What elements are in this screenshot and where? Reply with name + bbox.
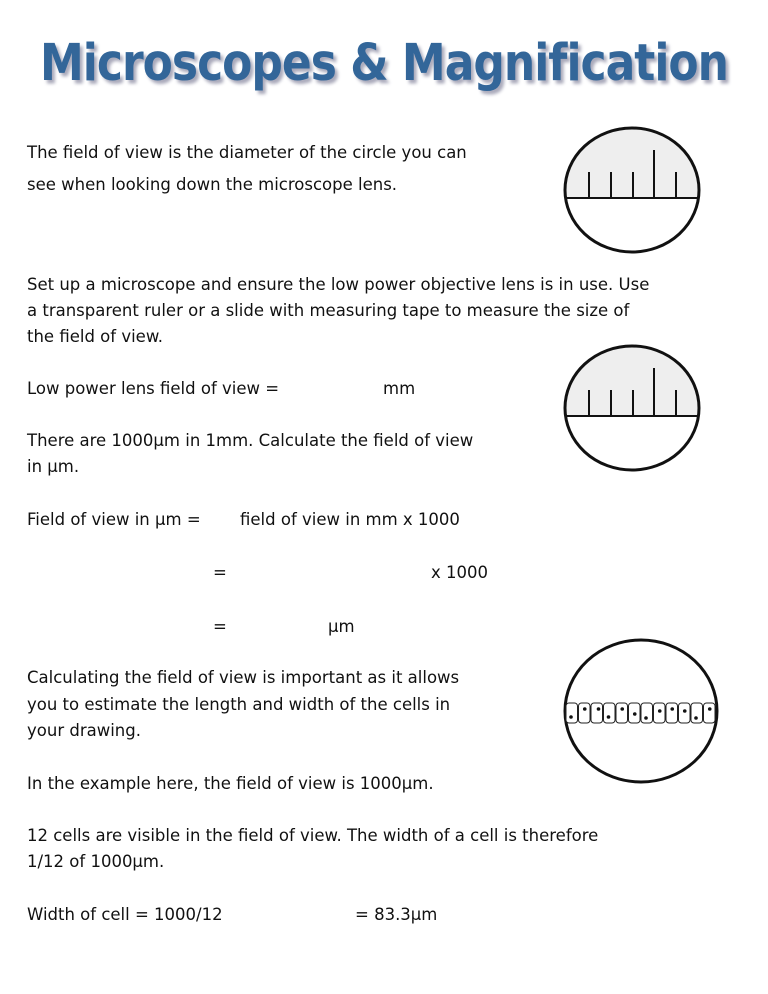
cell-nucleus [658,709,662,713]
setup-line-1: Set up a microscope and ensure the low power objective lens is in use. Use [27,275,650,294]
cell [566,703,578,723]
cell-nucleus [644,716,648,720]
cell [679,703,691,723]
cell [666,703,678,723]
equals-2: = [213,617,227,636]
width-result: = 83.3μm [355,905,438,924]
cell-nucleus [708,707,712,711]
cell [616,703,628,723]
formula-label: Field of view in μm = [27,510,201,529]
cell-nucleus [569,715,573,719]
cell-nucleus [583,707,587,711]
cell-nucleus [670,707,674,711]
cell-nucleus [633,712,637,716]
setup-line-2: a transparent ruler or a slide with measuring tape to measure the size of [27,301,630,320]
cell [704,703,716,723]
cell-nucleus [607,715,611,719]
cell [641,703,653,723]
importance-line-1: Calculating the field of view is important as it allows [27,668,460,687]
convert-line-1: There are 1000μm in 1mm. Calculate the field of view [27,431,474,450]
cell-nucleus [620,707,624,711]
importance-line-3: your drawing. [27,721,141,740]
cell [604,703,616,723]
cell-nucleus [694,716,698,720]
cells-line-2: 1/12 of 1000μm. [27,852,165,871]
cell-nucleus [683,709,687,713]
example-text: In the example here, the field of view is 1000μm. [27,774,434,793]
equals-1: = [213,563,227,582]
field-of-view-ruler-diagram-1 [560,120,710,252]
cell [654,703,666,723]
cells-line-1: 12 cells are visible in the field of view. The width of a cell is therefore [27,826,599,845]
convert-line-2: in μm. [27,457,80,476]
intro-line-2: see when looking down the microscope lens. [27,175,398,194]
cell-nucleus [597,707,601,711]
cell [591,703,603,723]
intro-line-1: The field of view is the diameter of the circle you can [27,143,467,162]
um-unit: μm [328,617,355,636]
times-1000: x 1000 [431,563,489,582]
setup-line-3: the field of view. [27,327,164,346]
cell [579,703,591,723]
low-power-label: Low power lens field of view = [27,379,280,398]
field-of-view-ruler-diagram-2 [560,338,710,470]
page-title: Microscopes & Magnification [40,34,728,93]
cell [691,703,703,723]
formula: field of view in mm x 1000 [240,510,460,529]
mm-unit: mm [383,379,416,398]
cells-field-of-view-diagram [565,640,717,782]
importance-line-2: you to estimate the length and width of the cells in [27,695,451,714]
width-label: Width of cell = 1000/12 [27,905,223,924]
